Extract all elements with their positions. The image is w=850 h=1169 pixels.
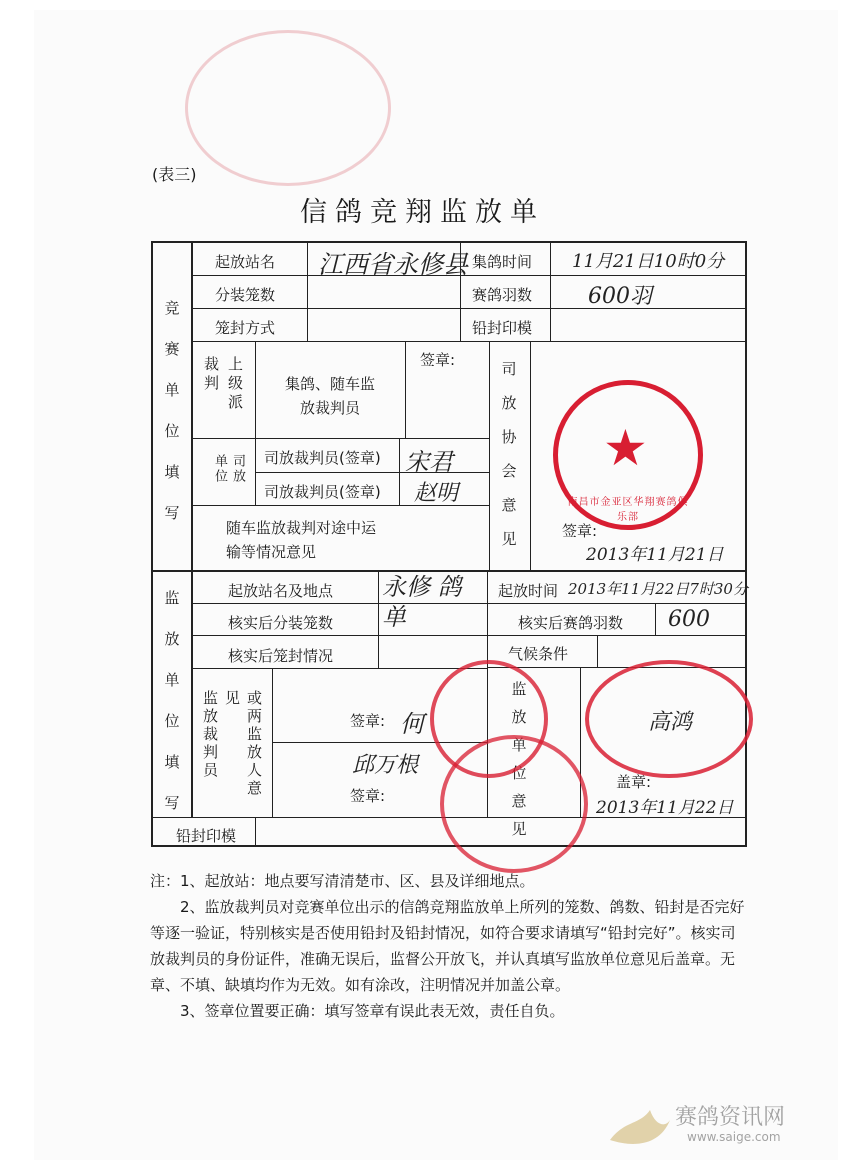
- supervisor-label: 监放裁判员: [201, 690, 219, 780]
- pigeons-value: 600羽: [588, 284, 652, 309]
- dove-logo-icon: [605, 1090, 675, 1150]
- stamp-date: 2013年11月22日: [596, 798, 734, 818]
- note-3: 3、签章位置要正确：填写签章有误此表无效，责任自负。: [180, 1002, 565, 1020]
- ref1-signature: 宋君: [405, 448, 453, 476]
- verified-pigeons-label: 核实后赛鸽羽数: [518, 614, 624, 632]
- assoc-date: 2013年11月21日: [586, 545, 724, 565]
- verified-cages-label: 核实后分装笼数: [228, 614, 334, 632]
- club-seal: [553, 380, 703, 530]
- pigeons-label: 赛鸽羽数: [472, 286, 533, 304]
- seal-star-icon: ★: [603, 419, 648, 477]
- weather-label: 气候条件: [508, 645, 569, 663]
- stamp-signature: 高鸿: [648, 710, 693, 735]
- transport-label: 随车监放裁判对途中运输等情况意见: [226, 519, 377, 561]
- ref2-signature: 赵明: [414, 481, 459, 506]
- sign1-value: 何: [400, 710, 424, 738]
- stamp-label: 盖章:: [616, 773, 652, 791]
- faded-seal-top: [185, 30, 391, 186]
- assoc-sign-label: 签章:: [562, 522, 598, 540]
- note-2: 2、监放裁判员对竞赛单位出示的信鸽竞翔监放单上所列的笼数、鸽数、铅封是否完好等逐一验证，特别核实是否使用铅封及铅封情况，如符合要求请填写“铅封完好”。核实司放裁判员的身份证件，准确无误后，监督公开放飞，并认真填写监放单位意见后盖章。无章、不填、缺填均作为无效。如有涂改，注明情况并加盖公章。: [150, 898, 745, 994]
- dispatch-sign-label: 签章:: [420, 351, 456, 369]
- two-people-label: 或两监放人意见: [223, 690, 263, 798]
- watermark-text: 赛鸽资讯网: [675, 1105, 786, 1130]
- dispatch-label: 上级派裁判: [202, 356, 244, 413]
- release-station-label: 起放站名: [215, 253, 276, 271]
- unit-opinion-label: 监放单位意见: [511, 680, 527, 838]
- assoc-label: 司放协会意见: [501, 360, 517, 548]
- section1-side-label: 竞赛单位填写: [164, 299, 180, 522]
- section2-side-label: 监放单位填写: [164, 589, 180, 812]
- release-station-value: 江西省永修县: [318, 250, 469, 279]
- verified-seal-label: 核实后笼封情况: [228, 647, 334, 665]
- collect-time-label: 集鸽时间: [472, 253, 533, 271]
- notes-block: [150, 868, 750, 1024]
- place-value: 永修 鸽单: [382, 573, 462, 631]
- cages-label: 分装笼数: [215, 286, 276, 304]
- referee-label: 集鸽、随车监放裁判员: [284, 375, 375, 417]
- watermark: [605, 1090, 815, 1150]
- release-time-value: 2013年11月22日7时30分: [568, 580, 748, 598]
- note-1: 注：1、起放站：地点要写清清楚市、区、县及详细地点。: [150, 872, 535, 890]
- lead-seal-label-2: 铅封印模: [176, 827, 237, 845]
- seal-method-label: 笼封方式: [215, 319, 276, 337]
- place-label: 起放站名及地点: [228, 582, 334, 600]
- unit-seal: [440, 735, 588, 873]
- unit-label: 司放单位: [212, 454, 245, 484]
- page-title: 信鸽竞翔监放单: [300, 197, 545, 228]
- lead-seal-label-1: 铅封印模: [472, 319, 533, 337]
- verified-pigeons-value: 600: [668, 607, 710, 632]
- sign1-label: 签章:: [350, 712, 386, 730]
- ref2-label: 司放裁判员(签章): [264, 483, 381, 501]
- sign2-label: 签章:: [350, 787, 386, 805]
- table-number: (表三): [152, 165, 197, 184]
- collect-time-value: 11月21日10时0分: [572, 251, 725, 272]
- ref1-label: 司放裁判员(签章): [264, 449, 381, 467]
- sign2-value: 邱万根: [352, 753, 419, 778]
- watermark-url: www.saige.com: [687, 1130, 781, 1144]
- seal-text: 南昌市金亚区华翔赛鸽俱乐部: [567, 497, 689, 523]
- release-time-label: 起放时间: [498, 582, 559, 600]
